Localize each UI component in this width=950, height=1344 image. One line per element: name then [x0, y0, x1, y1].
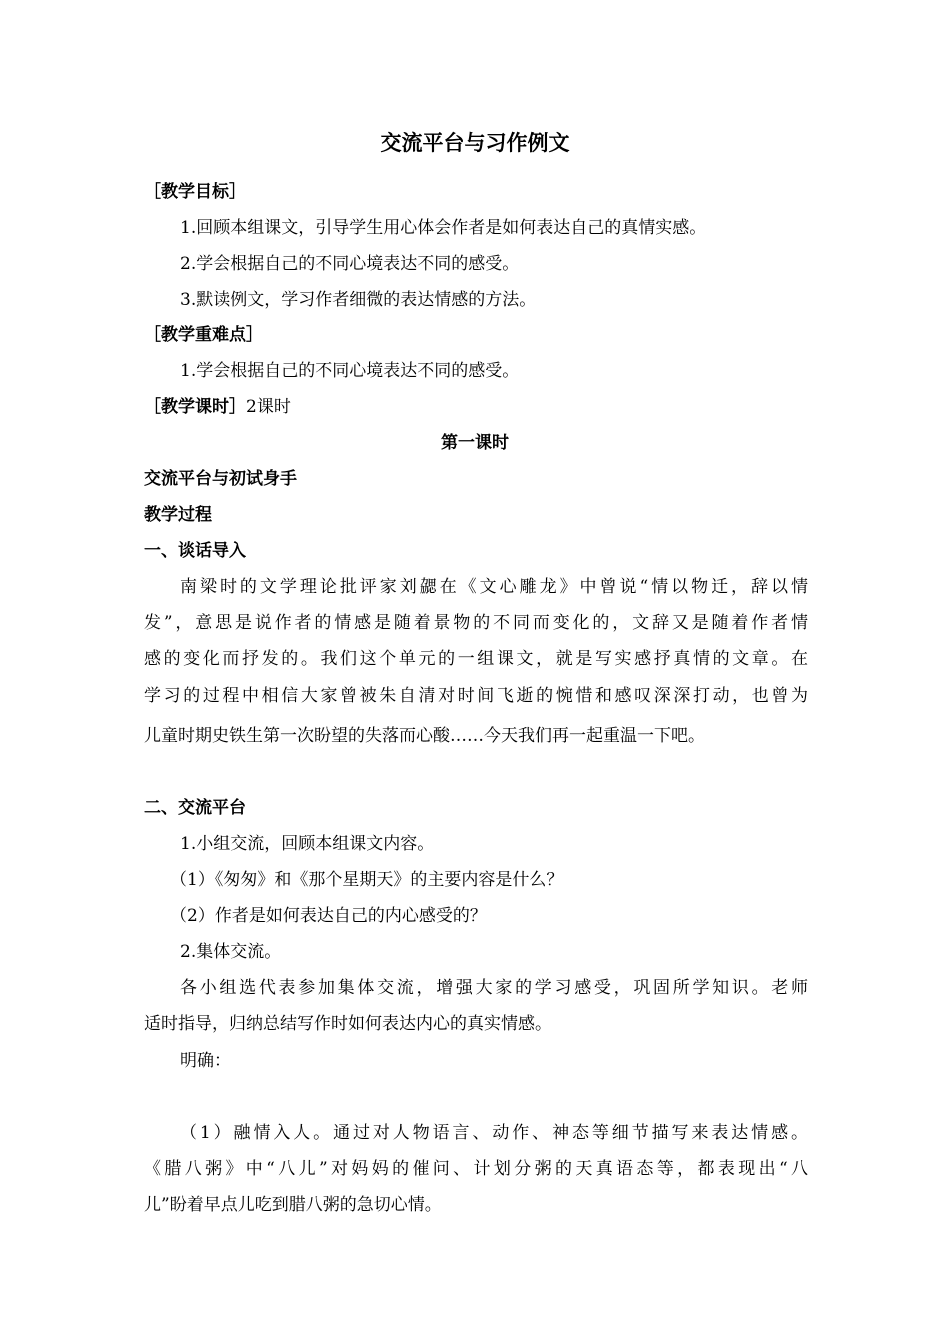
- paragraph-line: 发”，意思是说作者的情感是随着景物的不同而变化的，文辞又是随着作者情: [144, 613, 808, 633]
- section-two-item: 1.小组交流，回顾本组课文内容。: [180, 834, 435, 854]
- paragraph-line: 儿”盼着早点儿吃到腊八粥的急切心情。: [144, 1195, 442, 1215]
- paragraph-line: 各小组选代表参加集体交流，增强大家的学习感受，巩固所学知识。老师: [180, 978, 808, 998]
- key-points-heading: ［教学重难点］: [144, 325, 263, 345]
- class-hours-line: [144, 396, 808, 418]
- paragraph-line: 《腊八粥》中“八儿”对妈妈的催问、计划分粥的天真语态等，都表现出“八: [144, 1159, 808, 1179]
- class-hours-value: 2课时: [246, 397, 291, 417]
- paragraph-line: （1）融情入人。通过对人物语言、动作、神态等细节描写来表达情感。: [180, 1123, 808, 1143]
- question-item: （2）作者是如何表达自己的内心感受的？: [170, 906, 487, 926]
- objectives-heading: ［教学目标］: [144, 182, 246, 202]
- lesson-one-heading: 第一课时: [441, 433, 509, 453]
- key-point-item: 1.学会根据自己的不同心境表达不同的感受。: [180, 361, 520, 381]
- paragraph-line: 适时指导，归纳总结写作时如何表达内心的真实情感。: [144, 1014, 552, 1034]
- process-heading: 教学过程: [144, 505, 212, 525]
- document-title: 交流平台与习作例文: [380, 131, 570, 155]
- paragraph-line: 学习的过程中相信大家曾被朱自清对时间飞逝的惋惜和感叹深深打动，也曾为: [144, 686, 808, 706]
- section-one-heading: 一、谈话导入: [144, 541, 246, 561]
- objective-item: 1.回顾本组课文，引导学生用心体会作者是如何表达自己的真情实感。: [180, 218, 707, 238]
- section-two-heading: 二、交流平台: [144, 798, 246, 818]
- paragraph-line: 感的变化而抒发的。我们这个单元的一组课文，就是写实感抒真情的文章。在: [144, 649, 808, 669]
- class-hours-heading: ［教学课时］: [144, 397, 246, 417]
- clarify-label: 明确：: [180, 1051, 231, 1071]
- section-two-item: 2.集体交流。: [180, 942, 282, 962]
- objective-item: 3.默读例文，学习作者细微的表达情感的方法。: [180, 290, 537, 310]
- lesson-one-subtitle: 交流平台与初试身手: [144, 469, 297, 489]
- paragraph-line: 南梁时的文学理论批评家刘勰在《文心雕龙》中曾说“情以物迁，辞以情: [180, 577, 808, 597]
- paragraph-line: 儿童时期史铁生第一次盼望的失落而心酸……今天我们再一起重温一下吧。: [144, 726, 705, 746]
- question-item: （1）《匆匆》和《那个星期天》的主要内容是什么？: [170, 870, 564, 890]
- objective-item: 2.学会根据自己的不同心境表达不同的感受。: [180, 254, 520, 274]
